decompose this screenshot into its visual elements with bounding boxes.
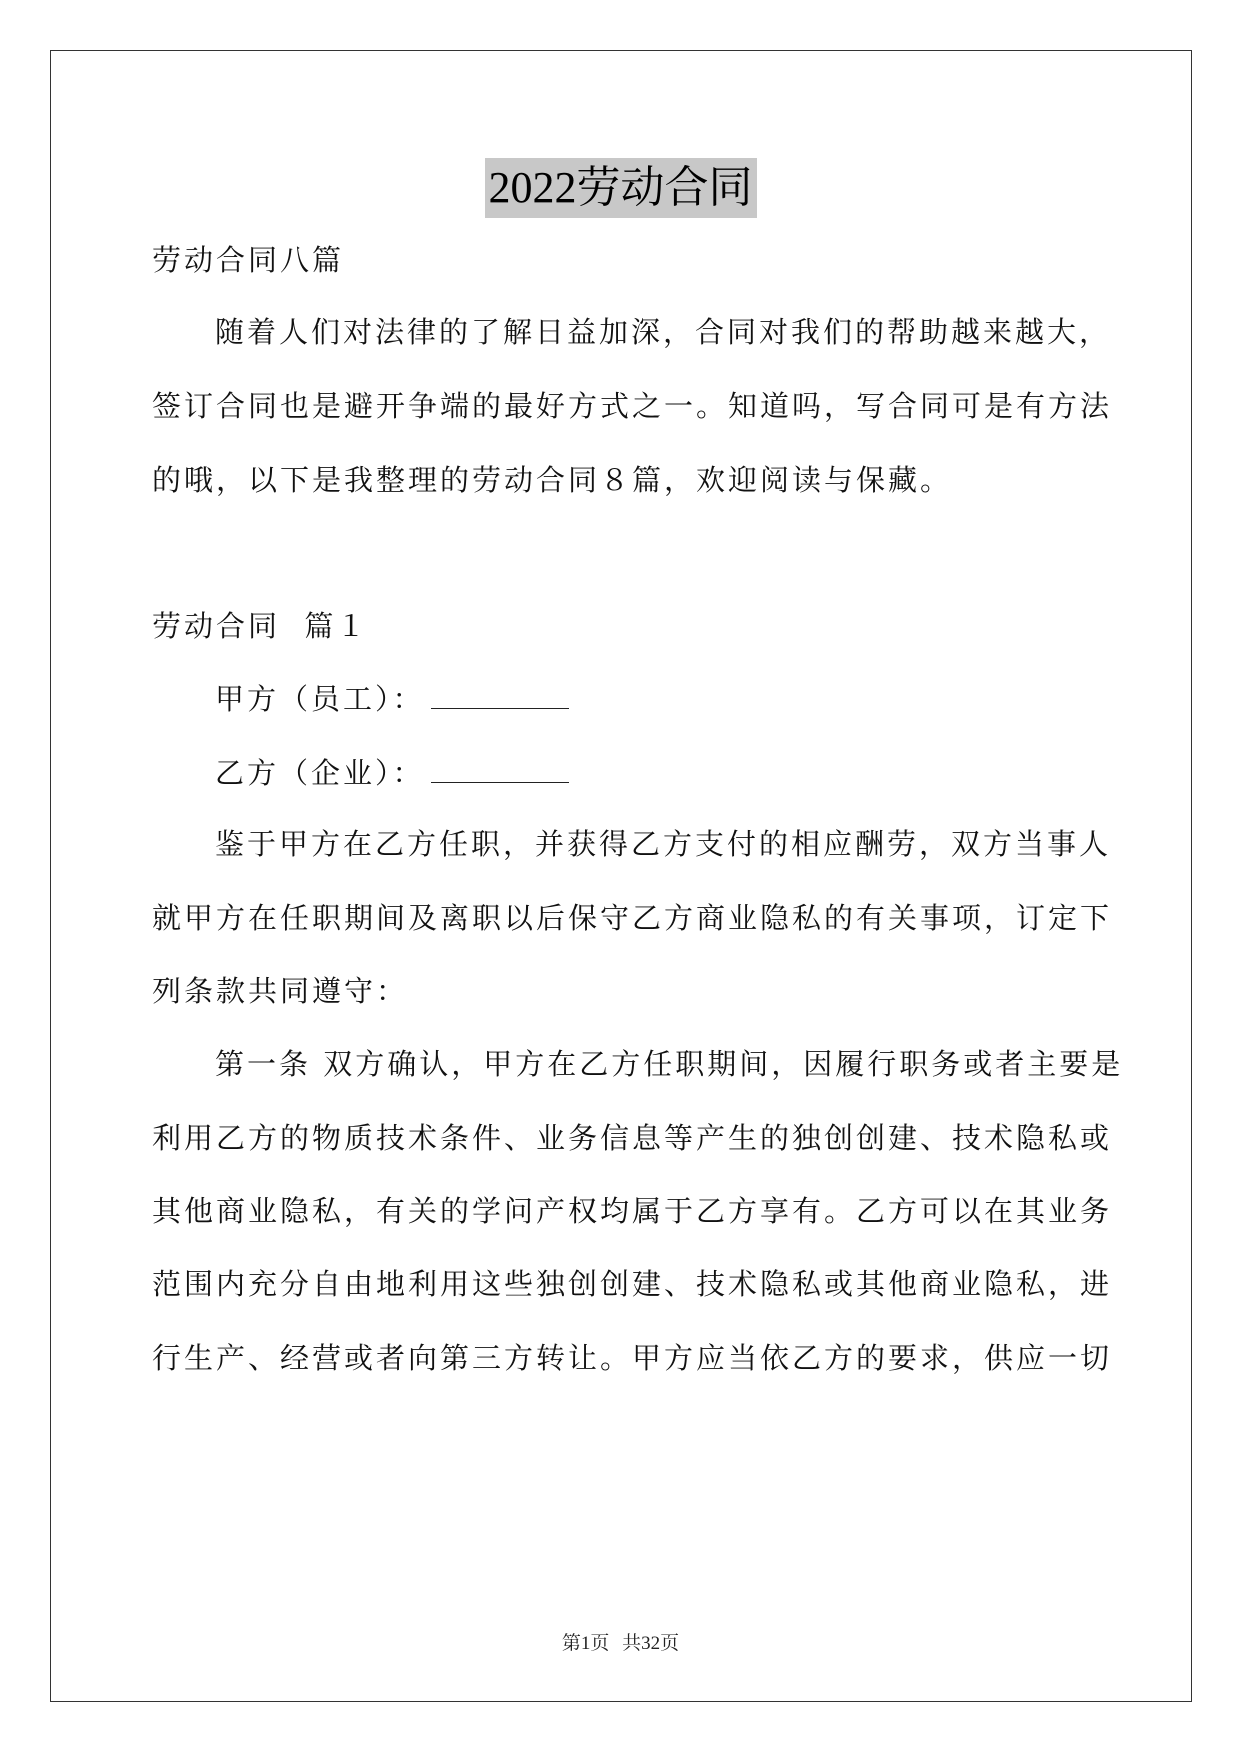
party-a-blank [431, 678, 569, 709]
intro-line-3: 的哦，以下是我整理的劳动合同８篇，欢迎阅读与保藏。 [152, 463, 953, 497]
intro-line-2: 签订合同也是避开争端的最好方式之一。知道吗，写合同可是有方法 [152, 389, 1113, 423]
page-border [50, 50, 1192, 1702]
page-total: 共32页 [622, 1633, 680, 1654]
party-a-label: 甲方（员工）： [215, 682, 425, 716]
article1-line-2: 利用乙方的物质技术条件、业务信息等产生的独创创建、技术隐私或 [152, 1121, 1113, 1155]
party-a-row [215, 678, 569, 719]
title-container [0, 158, 1241, 218]
preamble-line-2: 就甲方在任职期间及离职以后保守乙方商业隐私的有关事项，订定下 [152, 901, 1113, 935]
page-footer [0, 1628, 1241, 1655]
preamble-line-3: 列条款共同遵守： [152, 974, 409, 1008]
intro-line-1: 随着人们对法律的了解日益加深，合同对我们的帮助越来越大， [215, 315, 1112, 349]
document-title: 2022劳动合同 [485, 158, 757, 218]
section-heading: 劳动合同 篇１ [152, 609, 369, 643]
article1-line-3: 其他商业隐私，有关的学问产权均属于乙方享有。乙方可以在其业务 [152, 1194, 1113, 1228]
preamble-line-1: 鉴于甲方在乙方任职，并获得乙方支付的相应酬劳，双方当事人 [215, 827, 1112, 861]
subtitle: 劳动合同八篇 [152, 243, 345, 277]
article1-line-5: 行生产、经营或者向第三方转让。甲方应当依乙方的要求，供应一切 [152, 1341, 1113, 1375]
party-b-label: 乙方（企业）： [215, 756, 425, 790]
article1-line-1: 第一条 双方确认，甲方在乙方任职期间，因履行职务或者主要是 [215, 1047, 1124, 1081]
article1-line-4: 范围内充分自由地利用这些独创创建、技术隐私或其他商业隐私，进 [152, 1267, 1113, 1301]
party-b-blank [431, 752, 569, 783]
party-b-row [215, 752, 569, 793]
page-number: 第1页 [561, 1633, 610, 1654]
